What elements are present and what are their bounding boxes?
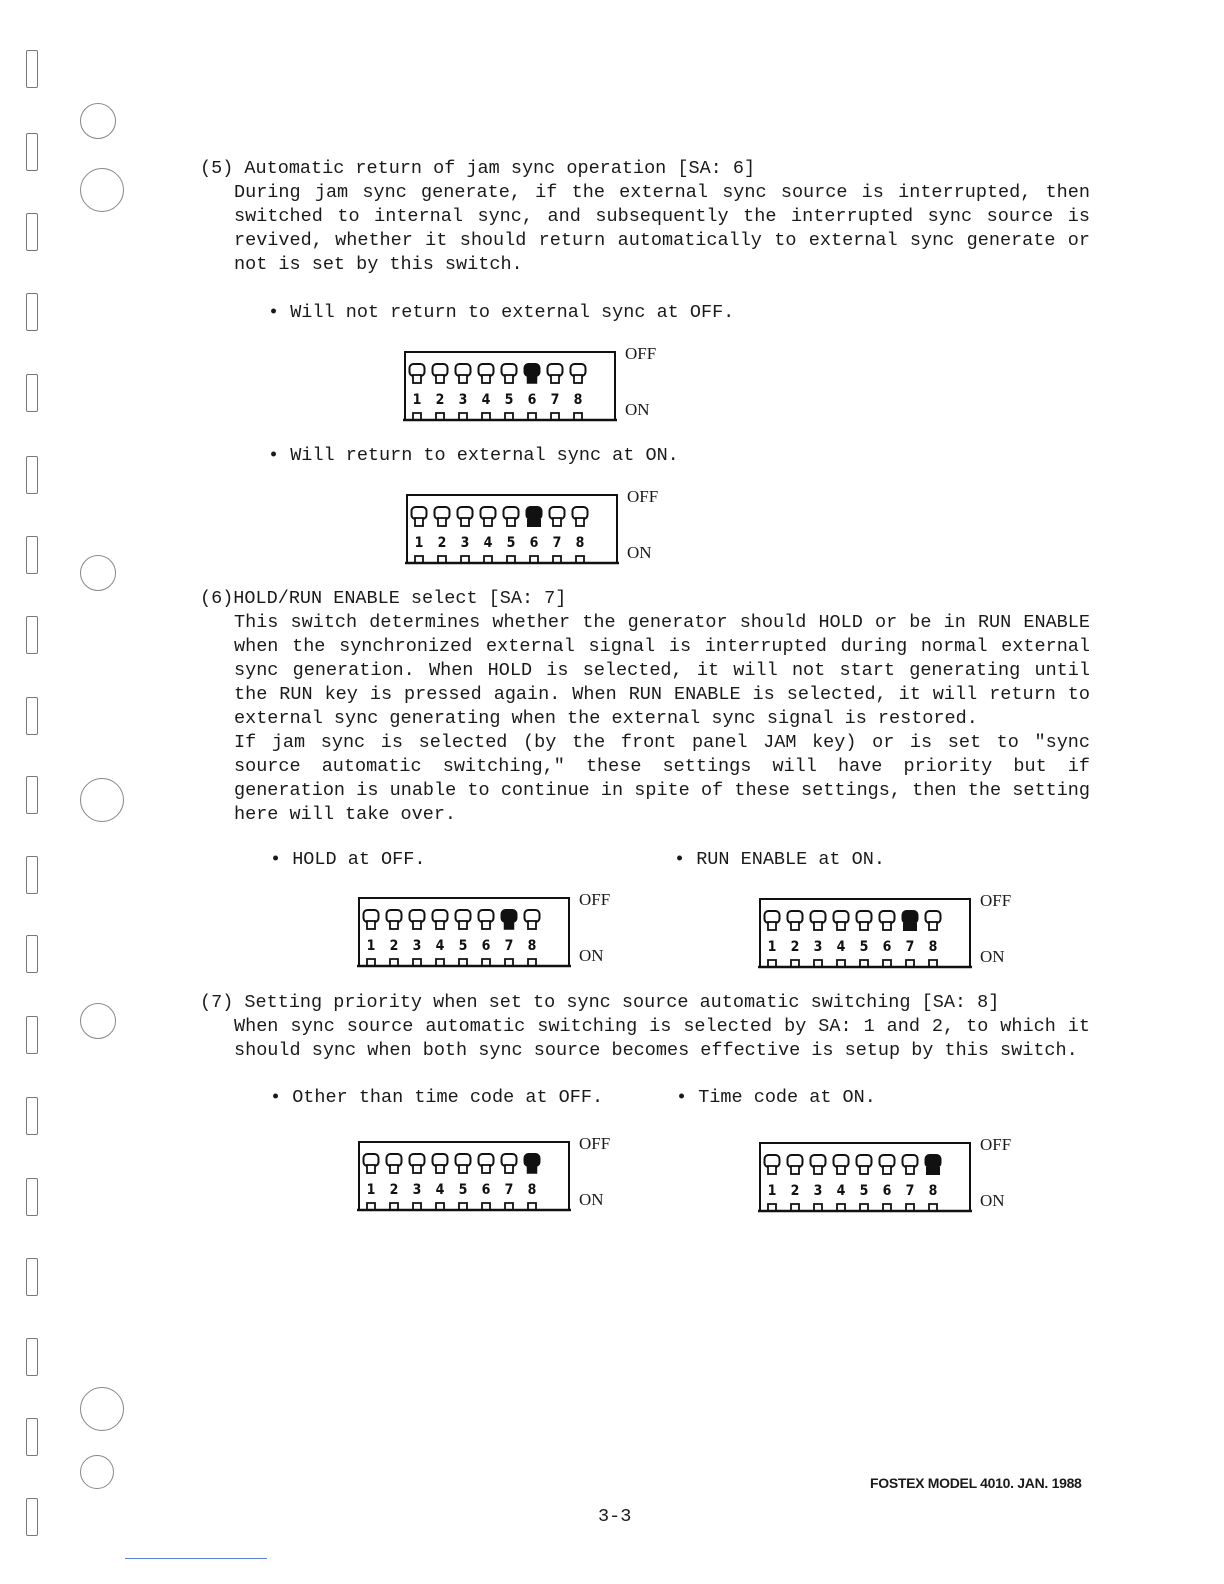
dip-switch-number: 1: [767, 939, 777, 955]
dip-switch-svg: [405, 489, 621, 565]
punch-hole: [80, 555, 116, 591]
dip-switch-number: 1: [414, 535, 424, 551]
off-label: OFF: [980, 1135, 1012, 1154]
on-label: ON: [980, 1191, 1005, 1210]
binder-mark: [26, 856, 38, 894]
on-label: ON: [625, 400, 650, 419]
punch-hole: [80, 1003, 116, 1039]
binder-mark: [26, 1258, 38, 1296]
off-label: OFF: [579, 1134, 611, 1153]
dip-switch-number: 4: [435, 938, 445, 954]
dip-switch-lever: [410, 364, 425, 420]
dip-switch-number: 3: [458, 392, 468, 408]
dip-switch-number: 2: [437, 535, 447, 551]
dip-switch-lever: [456, 1154, 471, 1210]
dip-switch-lever: [479, 364, 494, 420]
dip-switch-lever: [412, 507, 427, 563]
dip-switch-number: 8: [575, 535, 585, 551]
dip-switch-lever: [571, 364, 586, 420]
on-label: ON: [579, 1190, 604, 1209]
dip-switch-number: 8: [527, 1182, 537, 1198]
dip-switch-number: 6: [527, 392, 537, 408]
binder-mark: [26, 1178, 38, 1216]
section-paragraph: During jam sync generate, if the external sync source is interrupted, then switched to internal sync, and subsequently the interrupted sync source is revived, whether it should return automatically to external sync generate or not is set by this switch.: [234, 182, 1090, 275]
dip-switch-svg: [357, 1136, 573, 1212]
binder-mark: [26, 374, 38, 412]
dip-switch-number: 8: [527, 938, 537, 954]
dip-switch-number: 1: [412, 392, 422, 408]
dip-switch-number: 1: [366, 1182, 376, 1198]
dip-switch-lever: [435, 507, 450, 563]
binder-mark: [26, 1498, 38, 1536]
dip-switch-lever: [458, 507, 473, 563]
dip-switch-lever: [502, 1154, 517, 1210]
dip-switch-lever: [481, 507, 496, 563]
binder-mark: [26, 935, 38, 973]
dip-switch-number: 7: [550, 392, 560, 408]
dip-switch-lever: [433, 364, 448, 420]
section-heading: (5) Automatic return of jam sync operation [SA: 6]: [200, 158, 756, 179]
dip-switch-lever: [410, 910, 425, 966]
dip-switch-number: 2: [435, 392, 445, 408]
dip-switch-number: 1: [366, 938, 376, 954]
binder-mark: [26, 536, 38, 574]
punch-hole: [80, 1455, 114, 1489]
dip-switch-lever: [834, 1155, 849, 1211]
dip-switch-svg: [403, 346, 619, 422]
dip-switch-number: 5: [506, 535, 516, 551]
dip-switch-lever: [502, 910, 517, 966]
dip-switch-lever: [788, 911, 803, 967]
dip-switch-number: 6: [481, 1182, 491, 1198]
dip-switch-number: 8: [928, 1183, 938, 1199]
binder-mark: [26, 1097, 38, 1135]
dip-switch-number: 2: [790, 1183, 800, 1199]
binder-mark: [26, 293, 38, 331]
on-label: ON: [980, 947, 1005, 966]
off-label: OFF: [579, 890, 611, 909]
dip-switch-number: 4: [483, 535, 493, 551]
binder-mark: [26, 697, 38, 735]
binder-mark: [26, 1338, 38, 1376]
punch-hole: [80, 103, 116, 139]
punch-hole: [80, 168, 124, 212]
dip-switch-number: 2: [389, 938, 399, 954]
dip-switch-lever: [903, 911, 918, 967]
divider: [125, 1558, 267, 1559]
dip-switch-lever: [880, 1155, 895, 1211]
dip-switch-number: 6: [481, 938, 491, 954]
off-label: OFF: [625, 344, 657, 363]
dip-switch-diagram: [357, 1136, 637, 1216]
dip-switch-lever: [834, 911, 849, 967]
section-7: [200, 991, 1090, 1063]
dip-switch-number: 5: [859, 939, 869, 955]
dip-switch-number: 4: [481, 392, 491, 408]
dip-switch-number: 6: [529, 535, 539, 551]
dip-switch-lever: [857, 911, 872, 967]
dip-switch-lever: [548, 364, 563, 420]
dip-switch-number: 3: [813, 1183, 823, 1199]
dip-switch-number: 6: [882, 1183, 892, 1199]
binder-mark: [26, 133, 38, 171]
dip-switch-number: 5: [504, 392, 514, 408]
binder-mark: [26, 213, 38, 251]
dip-switch-lever: [433, 910, 448, 966]
dip-switch-number: 2: [389, 1182, 399, 1198]
section-paragraph: When sync source automatic switching is selected by SA: 1 and 2, to which it should sync when both sync source becomes effective is setup by this switch.: [234, 1016, 1090, 1061]
section-heading: (6)HOLD/RUN ENABLE select [SA: 7]: [200, 588, 567, 609]
dip-switch-number: 3: [813, 939, 823, 955]
dip-switch-lever: [387, 910, 402, 966]
binder-mark: [26, 1016, 38, 1054]
dip-switch-lever: [364, 1154, 379, 1210]
binder-mark: [26, 456, 38, 494]
dip-switch-lever: [433, 1154, 448, 1210]
dip-switch-lever: [479, 910, 494, 966]
dip-switch-lever: [527, 507, 542, 563]
section-paragraph: This switch determines whether the generator should HOLD or be in RUN ENABLE when the synchronized external signal is interrupted during normal external sync generation. When HOLD is selected, it will not start generating until the RUN key is pressed again. When RUN ENABLE is selected, it will return to external sync generating when the external sync signal is restored.: [234, 612, 1090, 729]
dip-switch-number: 4: [836, 1183, 846, 1199]
dip-switch-lever: [502, 364, 517, 420]
dip-switch-diagram: [357, 892, 637, 972]
off-label: OFF: [980, 891, 1012, 910]
dip-switch-lever: [811, 1155, 826, 1211]
dip-switch-lever: [926, 1155, 941, 1211]
dip-switch-lever: [479, 1154, 494, 1210]
dip-switch-svg: [758, 1137, 974, 1213]
dip-switch-svg: [758, 893, 974, 969]
dip-switch-number: 1: [767, 1183, 777, 1199]
dip-switch-number: 3: [412, 938, 422, 954]
off-label: OFF: [627, 487, 659, 506]
section-6: [200, 587, 1090, 827]
dip-switch-number: 3: [460, 535, 470, 551]
dip-switch-diagram: [403, 346, 683, 426]
dip-switch-number: 8: [928, 939, 938, 955]
binder-mark: [26, 1418, 38, 1456]
on-label: ON: [627, 543, 652, 562]
punch-hole: [80, 1387, 124, 1431]
dip-switch-number: 7: [905, 939, 915, 955]
section-paragraph: If jam sync is selected (by the front panel JAM key) or is set to "sync source automatic switching," these settings will have priority but if generation is unable to continue in spite of these settings, then the setting here will take over.: [234, 732, 1090, 825]
dip-switch-number: 4: [435, 1182, 445, 1198]
dip-switch-lever: [525, 364, 540, 420]
dip-switch-lever: [504, 507, 519, 563]
option-bullet: • Will return to external sync at ON.: [268, 445, 679, 466]
dip-switch-lever: [410, 1154, 425, 1210]
option-bullet: • Time code at ON.: [676, 1087, 876, 1108]
option-bullet: • RUN ENABLE at ON.: [674, 849, 885, 870]
dip-switch-number: 5: [859, 1183, 869, 1199]
dip-switch-lever: [456, 364, 471, 420]
page-number: 3-3: [598, 1506, 632, 1527]
dip-switch-lever: [880, 911, 895, 967]
punch-hole: [80, 778, 124, 822]
dip-switch-number: 5: [458, 1182, 468, 1198]
binder-mark: [26, 50, 38, 88]
dip-switch-lever: [525, 1154, 540, 1210]
dip-switch-lever: [364, 910, 379, 966]
dip-switch-number: 2: [790, 939, 800, 955]
dip-switch-number: 8: [573, 392, 583, 408]
section-5: [200, 157, 1090, 277]
dip-switch-number: 7: [905, 1183, 915, 1199]
binder-mark: [26, 776, 38, 814]
option-bullet: • Other than time code at OFF.: [270, 1087, 604, 1108]
dip-switch-diagram: [758, 1137, 1038, 1217]
dip-switch-lever: [857, 1155, 872, 1211]
binder-mark: [26, 616, 38, 654]
dip-switch-lever: [788, 1155, 803, 1211]
dip-switch-lever: [525, 910, 540, 966]
option-bullet: • HOLD at OFF.: [270, 849, 426, 870]
dip-switch-lever: [456, 910, 471, 966]
dip-switch-number: 6: [882, 939, 892, 955]
dip-switch-number: 5: [458, 938, 468, 954]
dip-switch-diagram: [758, 893, 1038, 973]
dip-switch-svg: [357, 892, 573, 968]
dip-switch-lever: [387, 1154, 402, 1210]
dip-switch-lever: [765, 911, 780, 967]
option-bullet: • Will not return to external sync at OFF.: [268, 302, 735, 323]
dip-switch-number: 7: [504, 1182, 514, 1198]
on-label: ON: [579, 946, 604, 965]
dip-switch-number: 3: [412, 1182, 422, 1198]
section-heading: (7) Setting priority when set to sync source automatic switching [SA: 8]: [200, 992, 1000, 1013]
dip-switch-number: 7: [552, 535, 562, 551]
footer-brand: FOSTEX MODEL 4010. JAN. 1988: [870, 1475, 1082, 1491]
dip-switch-number: 7: [504, 938, 514, 954]
dip-switch-lever: [926, 911, 941, 967]
dip-switch-lever: [550, 507, 565, 563]
dip-switch-diagram: [405, 489, 685, 569]
dip-switch-lever: [765, 1155, 780, 1211]
dip-switch-number: 4: [836, 939, 846, 955]
dip-switch-lever: [573, 507, 588, 563]
dip-switch-lever: [903, 1155, 918, 1211]
dip-switch-lever: [811, 911, 826, 967]
